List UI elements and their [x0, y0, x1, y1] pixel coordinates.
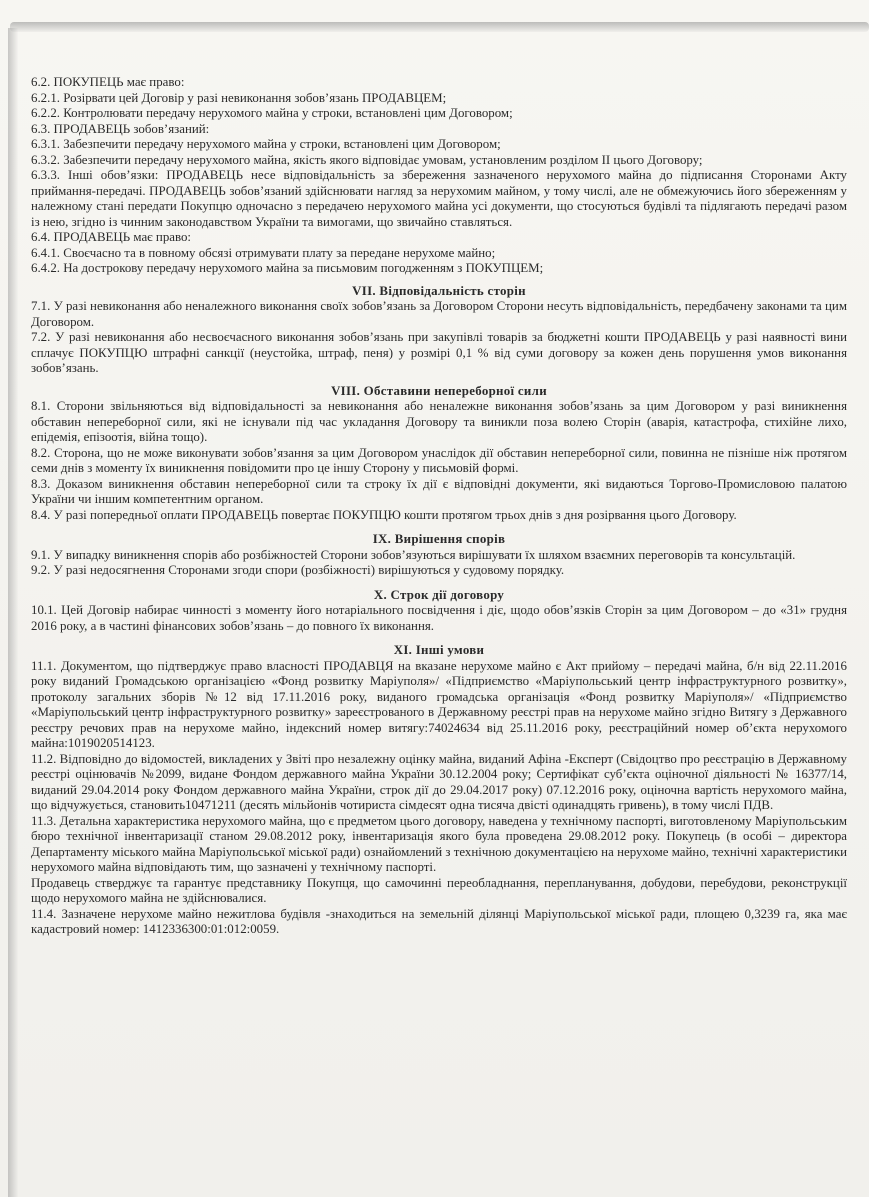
clause-6-4-2: 6.4.2. На дострокову передачу нерухомого майна за письмовим погодженням з ПОКУПЦЕМ;	[31, 261, 544, 275]
clause-8-1: 8.1. Сторони звільняються від відповідальності за невиконання або неналежне виконання зобов’язань за цим Договором у разі виникнення обставин непереборної сили, які не існували під час укладання Договору та виникли поза волею Сторін (аварія, катастрофа, стихійне лихо, епідемія, епізоотія, війна тощо).	[31, 399, 847, 444]
clause-11-2: 11.2. Відповідно до відомостей, викладених у Звіті про незалежну оцінку майна, виданий Афіна -Експерт (Свідоцтво про реєстрацію в Державному реєстрі оцінювачів №2099, видане Фондом державного майна України 30.12.2004 року; Сертифікат суб’єкта оціночної діяльності № 16377/14, виданий 29.04.2014 року Фондом державного майна України, строк дії до 29.04.2017 року) 07.12.2016 року, оціночна вартість нерухомого майна, що відчужується, становить10471211 (десять мільйонів чотириста сімдесят одна тисяча двісті одинадцять гривень), в тому числі ПДВ.	[31, 751, 847, 812]
clause-6-4: 6.4. ПРОДАВЕЦЬ має право:	[31, 230, 192, 244]
clause-11-1: 11.1. Документом, що підтверджує право власності ПРОДАВЦЯ на вказане нерухоме майно є Акт прийому – передачі майна, б/н від 22.11.2016 року виданий Громадською організацією «Фонд розвитку Маріуполя»/ «Підприємство «Маріупольський центр інфраструктурного розвитку», протоколу загальних зборів №12 від 17.11.2016 року, виданого громадська організація «Фонд розвитку Маріуполя»/ «Підприємство «Маріупольський центр інфраструктурного розвитку» зареєстрованого в Державному реєстрі прав на нерухоме майно згідно Витягу з Державного реєстру речових прав на нерухоме майно, індексний номер витягу:74024634 від 25.11.2016 року, реєстраційний номер об’єкта нерухомого майна:1019020514123.	[31, 658, 847, 750]
clause-8-4: 8.4. У разі попередньої оплати ПРОДАВЕЦЬ повертає ПОКУПЦЮ кошти протягом трьох днів з дня розірвання цього Договору.	[31, 507, 737, 522]
section-heading-10: X. Строк дії договору	[373, 587, 505, 602]
clause-7-1: 7.1. У разі невиконання або неналежного виконання своїх зобов’язань за Договором Сторони несуть відповідальність, передбачену законами та цим Договором.	[31, 299, 847, 329]
clause-6-3-1: 6.3.1. Забезпечити передачу нерухомого майна у строки, встановлені цим Договором;	[31, 137, 501, 151]
clause-7-2: 7.2. У разі невиконання або несвоєчасного виконання зобов’язань при закупівлі товарів за бюджетні кошти ПРОДАВЕЦЬ у разі наявності вини сплачує ПОКУПЦЮ штрафні санкції (неустойка, штраф, пеня) у розмірі 0,1 % від суми договору за кожен день порушення умов виконання зобов’язань.	[31, 330, 847, 375]
clause-6-3-3: 6.3.3. Інші обов’язки: ПРОДАВЕЦЬ несе відповідальність за збереження зазначеного нерухомого майна до підписання Сторонами Акту приймання-передачі. ПРОДАВЕЦЬ зобов’язаний здійснювати нагляд за нерухомим майном, у тому числі, але не обмежуючись його збереженням у належному стані передати Покупцю одночасно з передачею нерухомого майна усі документи, що стосуються будівлі та підлягають передачі разом із нею, згідно із чинним законодавством України та вимогами, що звичайно ставляться.	[31, 168, 847, 229]
clause-6-3-2: 6.3.2. Забезпечити передачу нерухомого майна, якість якого відповідає умовам, установленим розділом II цього Договору;	[31, 152, 703, 167]
clause-6-2-2: 6.2.2. Контролювати передачу нерухомого майна у строки, встановлені цим Договором;	[31, 106, 513, 120]
section-heading-11: XI. Інші умови	[393, 643, 485, 657]
clause-8-2: 8.2. Сторона, що не може виконувати зобов’язання за цим Договором унаслідок дії обставин непереборної сили, повинна не пізніше ніж протягом семи днів з моменту їх виникнення повідомити про це іншу Сторону у письмовій формі.	[31, 445, 847, 475]
clause-9-1: 9.1. У випадку виникнення спорів або розбіжностей Сторони зобов’язуються вирішувати їх шляхом взаємних переговорів та консультацій.	[31, 547, 796, 562]
clause-8-3: 8.3. Доказом виникнення обставин непереборної сили та строку їх дії є відповідні документи, які видаються Торгово-Промисловою палатою України чи іншим компетентним органом.	[31, 476, 847, 506]
clause-6-2-1: 6.2.1. Розірвати цей Договір у разі невиконання зобов’язань ПРОДАВЦЕМ;	[31, 90, 447, 105]
clause-11-3: 11.3. Детальна характеристика нерухомого майна, що є предметом цього договору, наведена у технічному паспорті, виготовленому Маріупольським бюро технічної інвентаризації станом 29.08.2012 року, інвентаризація якого була проведена 29.08.2012 року. Покупець (в особі – директора Департаменту міського майна Маріупольської міської ради) ознайомлений з технічною документацією на нерухоме майно, технічні характеристики нерухомого майна відповідають тим, що зазначені у технічному паспорті.	[31, 813, 847, 874]
clause-6-4-1: 6.4.1. Своєчасно та в повному обсязі отримувати плату за передане нерухоме майно;	[31, 245, 496, 260]
clause-11-3-guarantee: Продавець стверджує та гарантує представнику Покупця, що самочинні переобладнання, перепланування, добудови, перебудови, реконструкції щодо нерухомого майна не здійснювалися.	[31, 875, 847, 905]
clause-9-2: 9.2. У разі недосягнення Сторонами згоди спори (розбіжності) вирішуються у судовому порядку.	[31, 563, 565, 577]
clause-10-1: 10.1. Цей Договір набирає чинності з моменту його нотаріального посвідчення і діє, щодо обов’язків Сторін за цим Договором – до «31» грудня 2016 року, а в частині фінансових зобов’язань – до повного їх виконання.	[31, 603, 847, 633]
section-heading-9: IX. Вирішення спорів	[372, 532, 506, 546]
document-body	[31, 75, 847, 938]
section-heading-7: VII. Відповідальність сторін	[352, 283, 526, 298]
clause-6-3: 6.3. ПРОДАВЕЦЬ зобов’язаний:	[31, 121, 210, 136]
page-fold-left	[8, 28, 18, 1197]
clause-6-2: 6.2. ПОКУПЕЦЬ має право:	[31, 75, 185, 89]
clause-11-4: 11.4. Зазначене нерухоме майно нежитлова будівля -знаходиться на земельній ділянці Маріупольської міської ради, площею 0,3239 га, яка має кадастровий номер: 1412336300:01:012:0059.	[31, 906, 847, 936]
page-fold-top	[10, 22, 869, 32]
section-heading-8: VIII. Обставини непереборної сили	[331, 383, 547, 398]
